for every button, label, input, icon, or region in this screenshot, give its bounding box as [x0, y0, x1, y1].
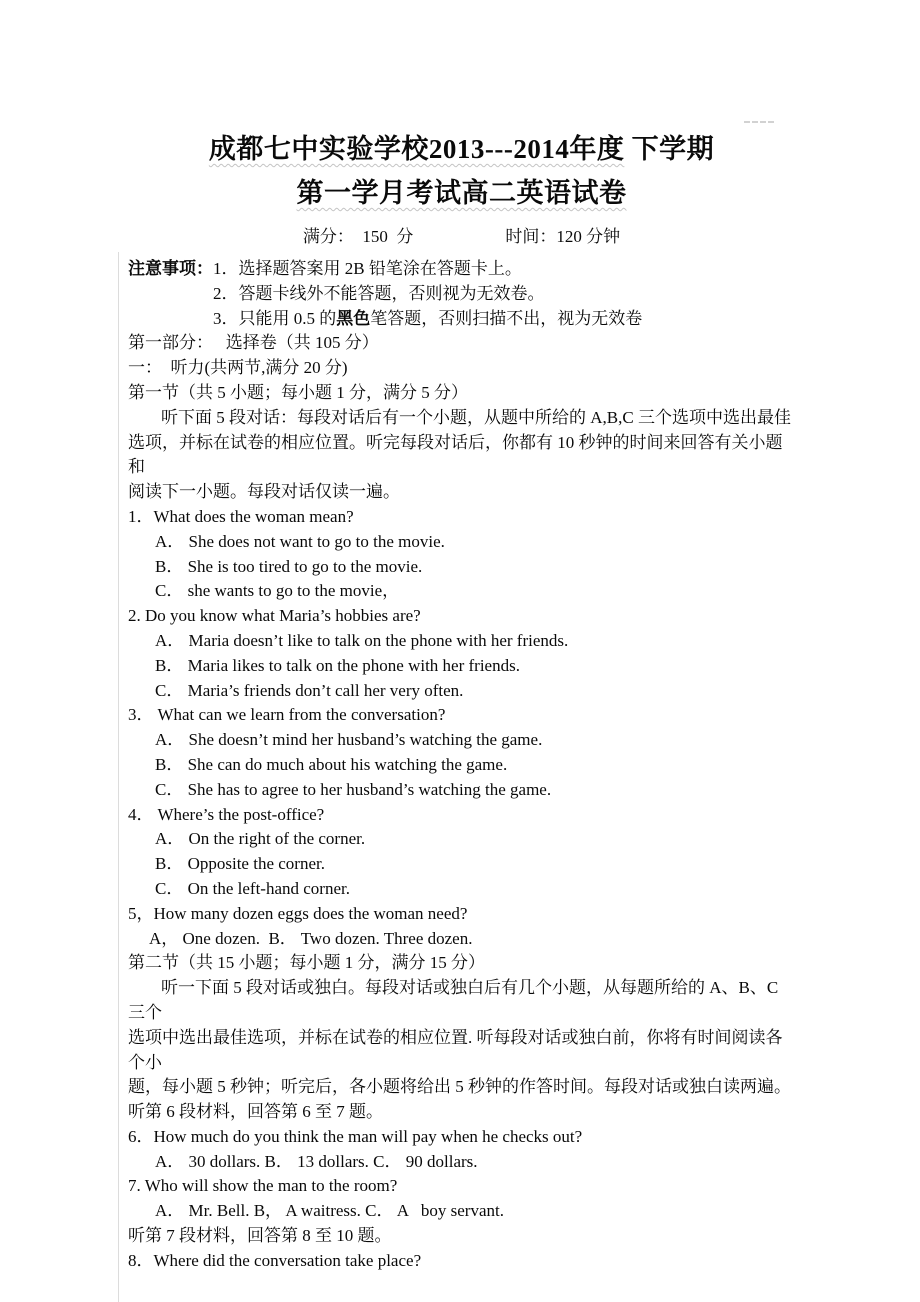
question-1-option-c: C． she wants to go to the movie， [155, 581, 400, 601]
notice-item-1: 1．选择题答案用 2B 铅笔涂在答题卡上。 [213, 259, 522, 278]
question-3-option-c: C． She has to agree to her husband’s watching the game. [155, 779, 552, 799]
notice-line-1 [128, 257, 795, 282]
full-score-label: 满分： 150 分 [302, 227, 414, 246]
section2-intro-line2: 选项中选出最佳选项，并标在试卷的相应位置. 听每段对话或独白前，你将有时间阅读各个小 [128, 1027, 783, 1072]
question-1-option-a: A． She does not want to go to the movie. [155, 531, 445, 551]
material-6-instruction: 听第 6 段材料，回答第 6 至 7 题。 [128, 1102, 383, 1122]
question-4-option-a: A． On the right of the corner. [155, 829, 366, 849]
section1-heading: 第一节（共 5 小题；每小题 1 分，满分 5 分） [128, 382, 468, 402]
exam-title-line2: 第一学月考试高二英语试卷 [296, 178, 627, 208]
question-1: 1．What does the woman mean? [128, 506, 354, 526]
document-body [128, 257, 795, 1274]
section1-intro-line3: 阅读下一小题。每段对话仅读一遍。 [128, 482, 400, 502]
question-4-option-b: B． Opposite the corner. [155, 854, 325, 874]
material-7-instruction: 听第 7 段材料，回答第 8 至 10 题。 [128, 1226, 392, 1246]
notice-label: 注意事项： [128, 259, 213, 278]
listening-heading: 一： 听力(共两节,满分 20 分) [128, 358, 348, 378]
question-6-options: A． 30 dollars. B． 13 dollars. C． 90 dollars. [155, 1151, 478, 1171]
question-8: 8．Where did the conversation take place? [128, 1250, 422, 1270]
exam-title-semester: 下学期 [624, 134, 715, 164]
section2-intro-line3: 题，每小题 5 秒钟；听完后，各小题将给出 5 秒钟的作答时间。每段对话或独白读两遍。 [128, 1077, 791, 1097]
exam-title-line1 [128, 128, 795, 170]
section2-intro-line1: 听一下面 5 段对话或独白。每段对话或独白后有几个小题，从每题所给的 A、B、C 三个 [128, 978, 783, 1022]
part1-heading: 第一部分： 选择卷（共 105 分） [128, 333, 379, 353]
notice-item-3-pre: 3．只能用 0.5 的 [213, 308, 337, 328]
document-content [128, 128, 795, 1274]
notice-item-3-bold: 黑色 [336, 308, 371, 328]
question-5-options: A， One dozen. B． Two dozen. Three dozen. [149, 928, 473, 948]
question-3-option-b: B． She can do much about his watching the game. [155, 754, 508, 774]
question-5: 5，How many dozen eggs does the woman need? [128, 903, 468, 923]
question-4-option-c: C． On the left-hand corner. [155, 878, 350, 898]
question-2: 2. Do you know what Maria’s hobbies are? [128, 606, 421, 626]
question-7-options: A． Mr. Bell. B， A waitress. C． A boy servant. [155, 1201, 504, 1221]
question-6: 6．How much do you think the man will pay when he checks out? [128, 1126, 583, 1146]
question-1-option-b: B． She is too tired to go to the movie. [155, 556, 423, 576]
question-3-option-a: A． She doesn’t mind her husband’s watching the game. [155, 730, 543, 750]
left-margin-line [118, 252, 119, 1302]
scan-artifact-dashes [744, 121, 774, 123]
notice-item-2: 2．答题卡线外不能答题，否则视为无效卷。 [213, 283, 545, 303]
section1-intro-line2: 选项，并标在试卷的相应位置。听完每段对话后，你都有 10 秒钟的时间来回答有关小题和 [128, 432, 783, 477]
section2-heading: 第二节（共 15 小题；每小题 1 分，满分 15 分） [128, 953, 485, 973]
question-3: 3． What can we learn from the conversation? [128, 705, 446, 725]
question-2-option-c: C． Maria’s friends don’t call her very often. [155, 680, 464, 700]
question-7: 7. Who will show the man to the room? [128, 1176, 398, 1196]
question-4: 4． Where’s the post-office? [128, 804, 325, 824]
notice-item-3 [213, 307, 795, 332]
section1-intro-line1: 听下面 5 段对话：每段对话后有一个小题，从题中所给的 A,B,C 三个选项中选出最佳 [161, 407, 791, 427]
question-2-option-b: B． Maria likes to talk on the phone with her friends. [155, 655, 520, 675]
question-2-option-a: A． Maria doesn’t like to talk on the phone with her friends. [155, 630, 569, 650]
time-limit-label: 时间：120 分钟 [505, 227, 621, 246]
exam-title-school-year: 成都七中实验学校2013---2014年度 [208, 134, 625, 164]
notice-item-3-post: 笔答题，否则扫描不出，视为无效卷 [370, 308, 643, 328]
score-time-line [128, 224, 795, 250]
